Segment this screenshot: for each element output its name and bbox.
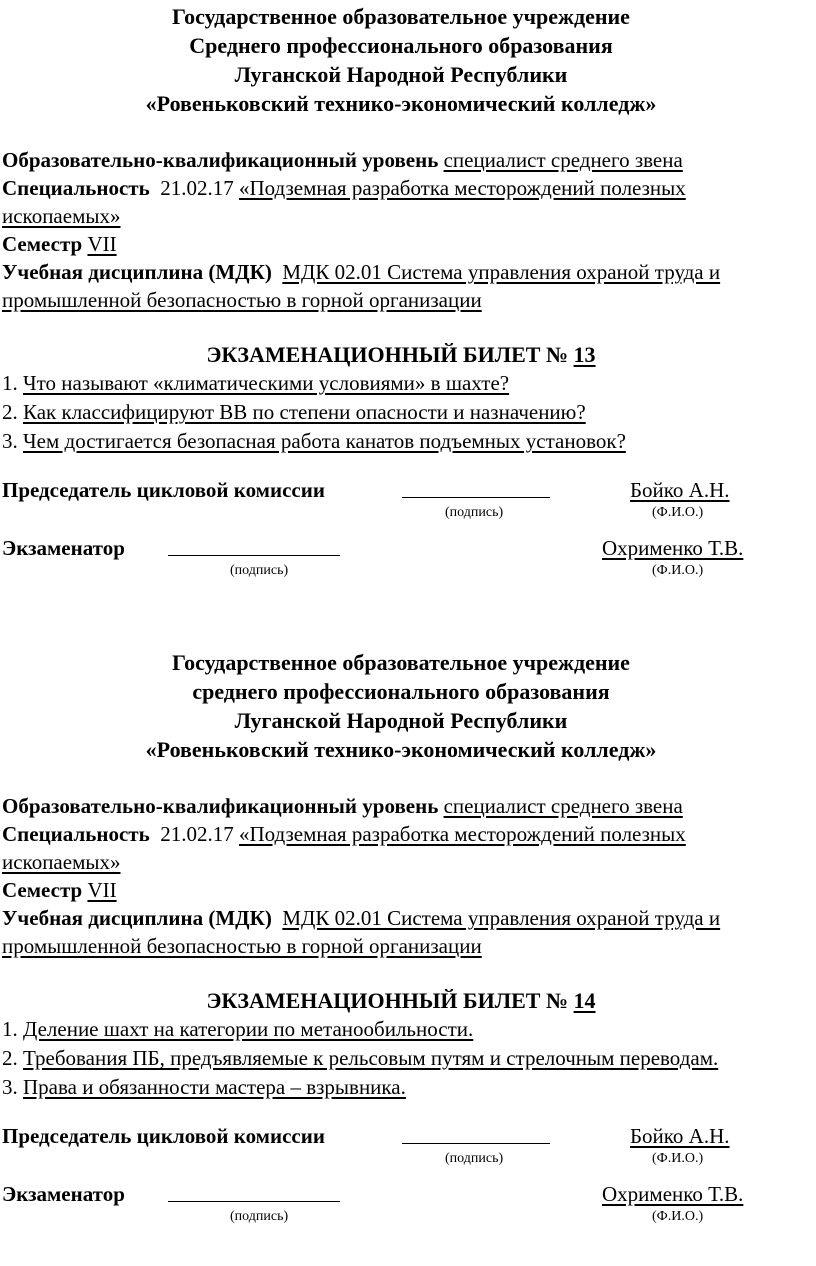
question-item (2, 427, 800, 456)
institution-header (2, 648, 800, 764)
question-number: 2. (2, 400, 18, 424)
semester-label: Семестр (2, 232, 83, 256)
level-label: Образовательно-квалификационный уровень (2, 794, 439, 818)
examiner-signature-line (168, 1201, 340, 1202)
specialty-code: 21.02.17 (160, 822, 234, 846)
examiner-label: Экзаменатор (2, 1182, 125, 1206)
discipline-label: Учебная дисциплина (МДК) (2, 906, 272, 930)
question-item (2, 398, 800, 427)
level-label: Образовательно-квалификационный уровень (2, 148, 439, 172)
header-line: Государственное образовательное учреждение (172, 650, 630, 675)
question-item (2, 1073, 800, 1102)
chair-name: Бойко А.Н. (630, 478, 730, 502)
exam-ticket-13 (2, 2, 800, 594)
ticket-number: 13 (573, 342, 596, 367)
question-item (2, 1015, 800, 1044)
exam-ticket-14 (2, 648, 800, 1240)
chair-signature-row (2, 1124, 800, 1182)
specialty-row (2, 174, 800, 230)
signature-caption: (подпись) (445, 1151, 504, 1166)
examiner-label: Экзаменатор (2, 536, 125, 560)
semester-row (2, 230, 800, 258)
discipline-row (2, 258, 800, 314)
question-list (2, 369, 800, 456)
header-line: «Ровеньковский технико-экономический колледж» (145, 737, 657, 762)
question-list (2, 1015, 800, 1102)
question-number: 1. (2, 1017, 18, 1041)
question-text: Права и обязанности мастера – взрывника. (23, 1075, 406, 1099)
signature-caption: (подпись) (230, 1209, 289, 1224)
semester-label: Семестр (2, 878, 83, 902)
examiner-signature-line (168, 555, 340, 556)
question-text: Что называют «климатическими условиями» в шахте? (23, 371, 510, 395)
level-value: специалист среднего звена (443, 148, 683, 172)
discipline-value: МДК 02.01 Система управления охраной труда и промышленной безопасностью в горной организации (2, 260, 721, 312)
question-text: Требования ПБ, предъявляемые к рельсовым путям и стрелочным переводам. (23, 1046, 719, 1070)
fio-caption: (Ф.И.О.) (652, 1151, 704, 1166)
examiner-name: Охрименко Т.В. (602, 536, 744, 560)
semester-value: VII (87, 878, 117, 902)
specialty-code: 21.02.17 (160, 176, 234, 200)
question-number: 1. (2, 371, 18, 395)
question-text: Деление шахт на категории по метанообильности. (23, 1017, 474, 1041)
specialty-label: Специальность (2, 176, 150, 200)
chair-name: Бойко А.Н. (630, 1124, 730, 1148)
ticket-title (2, 341, 800, 369)
header-line: среднего профессионального образования (192, 679, 610, 704)
question-number: 3. (2, 429, 18, 453)
chair-label: Председатель цикловой комиссии (2, 478, 325, 502)
discipline-row (2, 904, 800, 960)
level-row (2, 792, 800, 820)
semester-row (2, 876, 800, 904)
specialty-name: «Подземная разработка месторождений полезных ископаемых» (2, 822, 686, 874)
signature-caption: (подпись) (230, 563, 289, 578)
ticket-number: 14 (573, 988, 596, 1013)
header-line: «Ровеньковский технико-экономический колледж» (145, 91, 657, 116)
header-line: Государственное образовательное учреждение (172, 4, 630, 29)
question-number: 2. (2, 1046, 18, 1070)
question-text: Как классифицируют ВВ по степени опасности и назначению? (23, 400, 586, 424)
discipline-label: Учебная дисциплина (МДК) (2, 260, 272, 284)
ticket-title (2, 987, 800, 1015)
specialty-row (2, 820, 800, 876)
examiner-name: Охрименко Т.В. (602, 1182, 744, 1206)
header-line: Луганской Народной Республики (234, 708, 568, 733)
specialty-name: «Подземная разработка месторождений полезных ископаемых» (2, 176, 686, 228)
header-line: Луганской Народной Республики (234, 62, 568, 87)
fio-caption: (Ф.И.О.) (652, 505, 704, 520)
specialty-label: Специальность (2, 822, 150, 846)
institution-header (2, 2, 800, 118)
discipline-value: МДК 02.01 Система управления охраной труда и промышленной безопасностью в горной организации (2, 906, 721, 958)
level-row (2, 146, 800, 174)
signature-caption: (подпись) (445, 505, 504, 520)
question-item (2, 1044, 800, 1073)
question-number: 3. (2, 1075, 18, 1099)
chair-signature-line (402, 497, 550, 498)
ticket-title-text: ЭКЗАМЕНАЦИОННЫЙ БИЛЕТ № (206, 342, 569, 367)
fio-caption: (Ф.И.О.) (652, 1209, 704, 1224)
fio-caption: (Ф.И.О.) (652, 563, 704, 578)
semester-value: VII (87, 232, 117, 256)
ticket-title-text: ЭКЗАМЕНАЦИОННЫЙ БИЛЕТ № (206, 988, 569, 1013)
level-value: специалист среднего звена (443, 794, 683, 818)
ticket-fields (2, 792, 800, 960)
chair-label: Председатель цикловой комиссии (2, 1124, 325, 1148)
chair-signature-line (402, 1143, 550, 1144)
question-item (2, 369, 800, 398)
ticket-fields (2, 146, 800, 314)
question-text: Чем достигается безопасная работа канатов подъемных установок? (23, 429, 626, 453)
examiner-signature-row (2, 1182, 800, 1240)
examiner-signature-row (2, 536, 800, 594)
chair-signature-row (2, 478, 800, 536)
header-line: Среднего профессионального образования (189, 33, 613, 58)
